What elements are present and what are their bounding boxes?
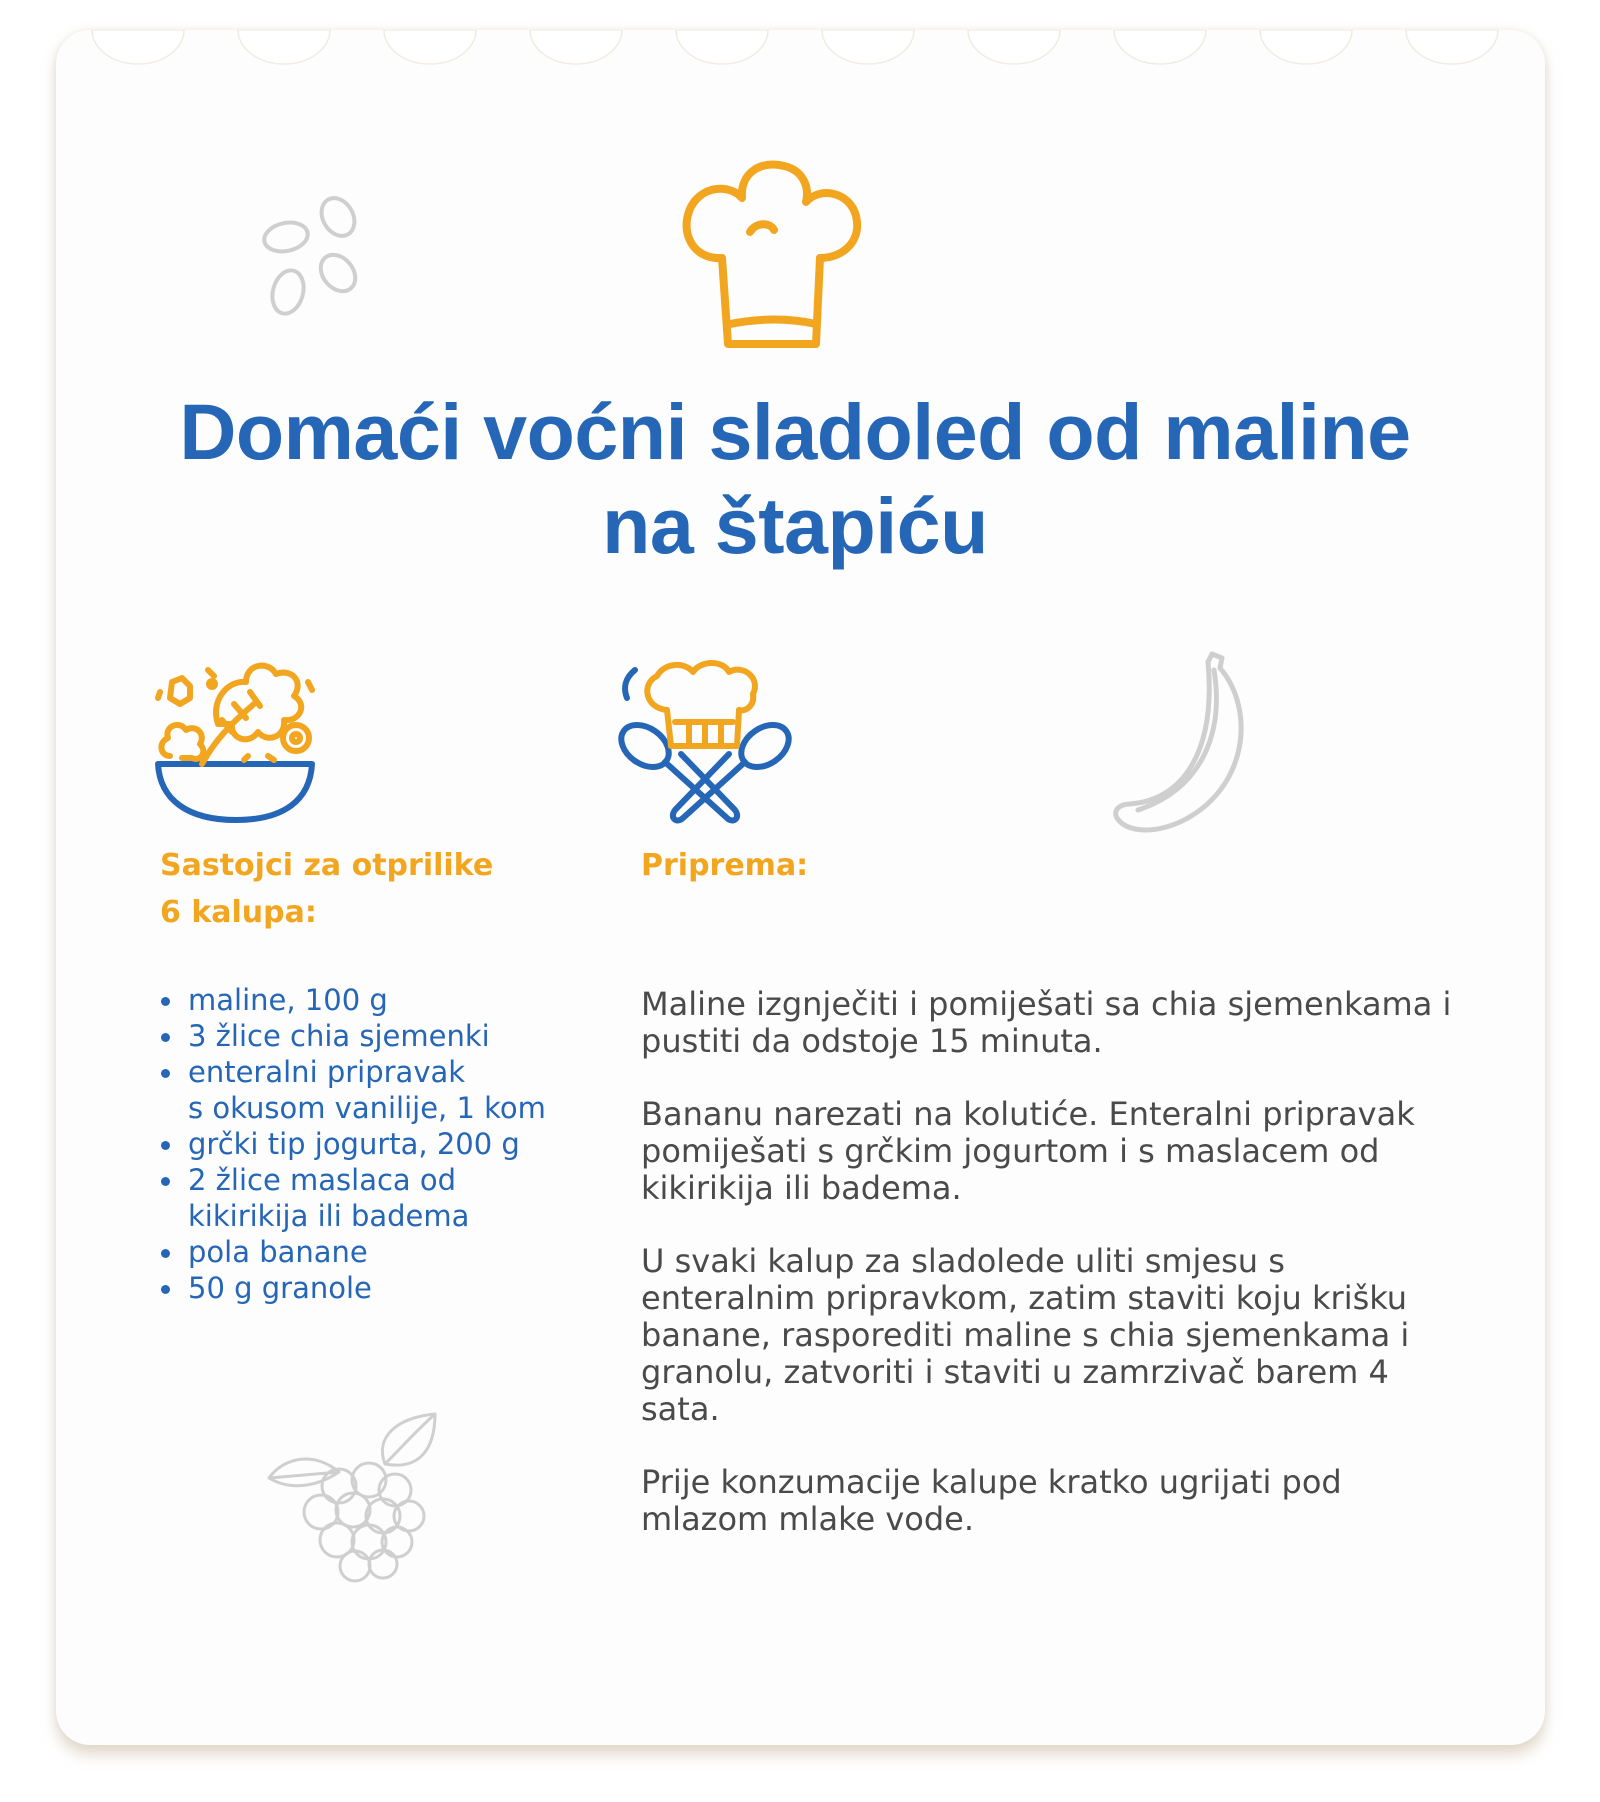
title-line-1: Domaći voćni sladoled od maline [179,387,1411,476]
preparation-step: Maline izgnječiti i pomiješati sa chia sjemenkama i pustiti da odstoje 15 minuta. [641,985,1452,1060]
ingredients-list [160,982,546,1306]
salad-bowl-icon [150,660,320,825]
chef-utensils-icon [615,658,795,828]
preparation-heading [641,842,808,889]
scalloped-edge [56,30,1545,70]
banana-icon [1108,650,1268,835]
ingredient-item: enteralni pripravak [160,1054,546,1090]
ingredient-item-continuation: s okusom vanilije, 1 kom [188,1091,546,1125]
ingredient-item: 50 g granole [160,1270,546,1306]
preparation-step: Prije konzumacije kalupe kratko ugrijati pod mlazom mlake vode. [641,1463,1342,1538]
ingredient-item: maline, 100 g [160,982,546,1018]
preparation-steps [641,986,1461,1574]
preparation-step: U svaki kalup za sladolede uliti smjesu s enteralnim pripravkom, zatim staviti koju krišku banane, rasporediti maline s chia sjemenkama i granolu, zatvoriti i staviti u zamrzivač barem 4 sata. [641,1242,1410,1428]
ingredients-heading [160,842,493,936]
ingredient-item: 3 žlice chia sjemenki [160,1018,546,1054]
ingredient-item: pola banane [160,1234,546,1270]
ingredient-item: grčki tip jogurta, 200 g [160,1126,546,1162]
title-line-2: na štapiću [602,481,988,570]
preparation-heading-text: Priprema: [641,848,809,883]
chef-hat-icon [670,158,870,356]
raspberry-icon [255,1412,445,1584]
preparation-step: Bananu narezati na kolutiće. Enteralni pripravak pomiješati s grčkim jogurtom i s maslacem od kikirikija ili badema. [641,1095,1415,1207]
seeds-icon [258,195,363,320]
ingredient-item-continuation: kikirikija ili badema [188,1199,470,1233]
recipe-title [140,385,1450,573]
ingredients-heading-line-1: Sastojci za otprilike [160,848,494,883]
ingredients-heading-line-2: 6 kalupa: [160,895,317,930]
ingredient-item: 2 žlice maslaca od [160,1162,546,1198]
